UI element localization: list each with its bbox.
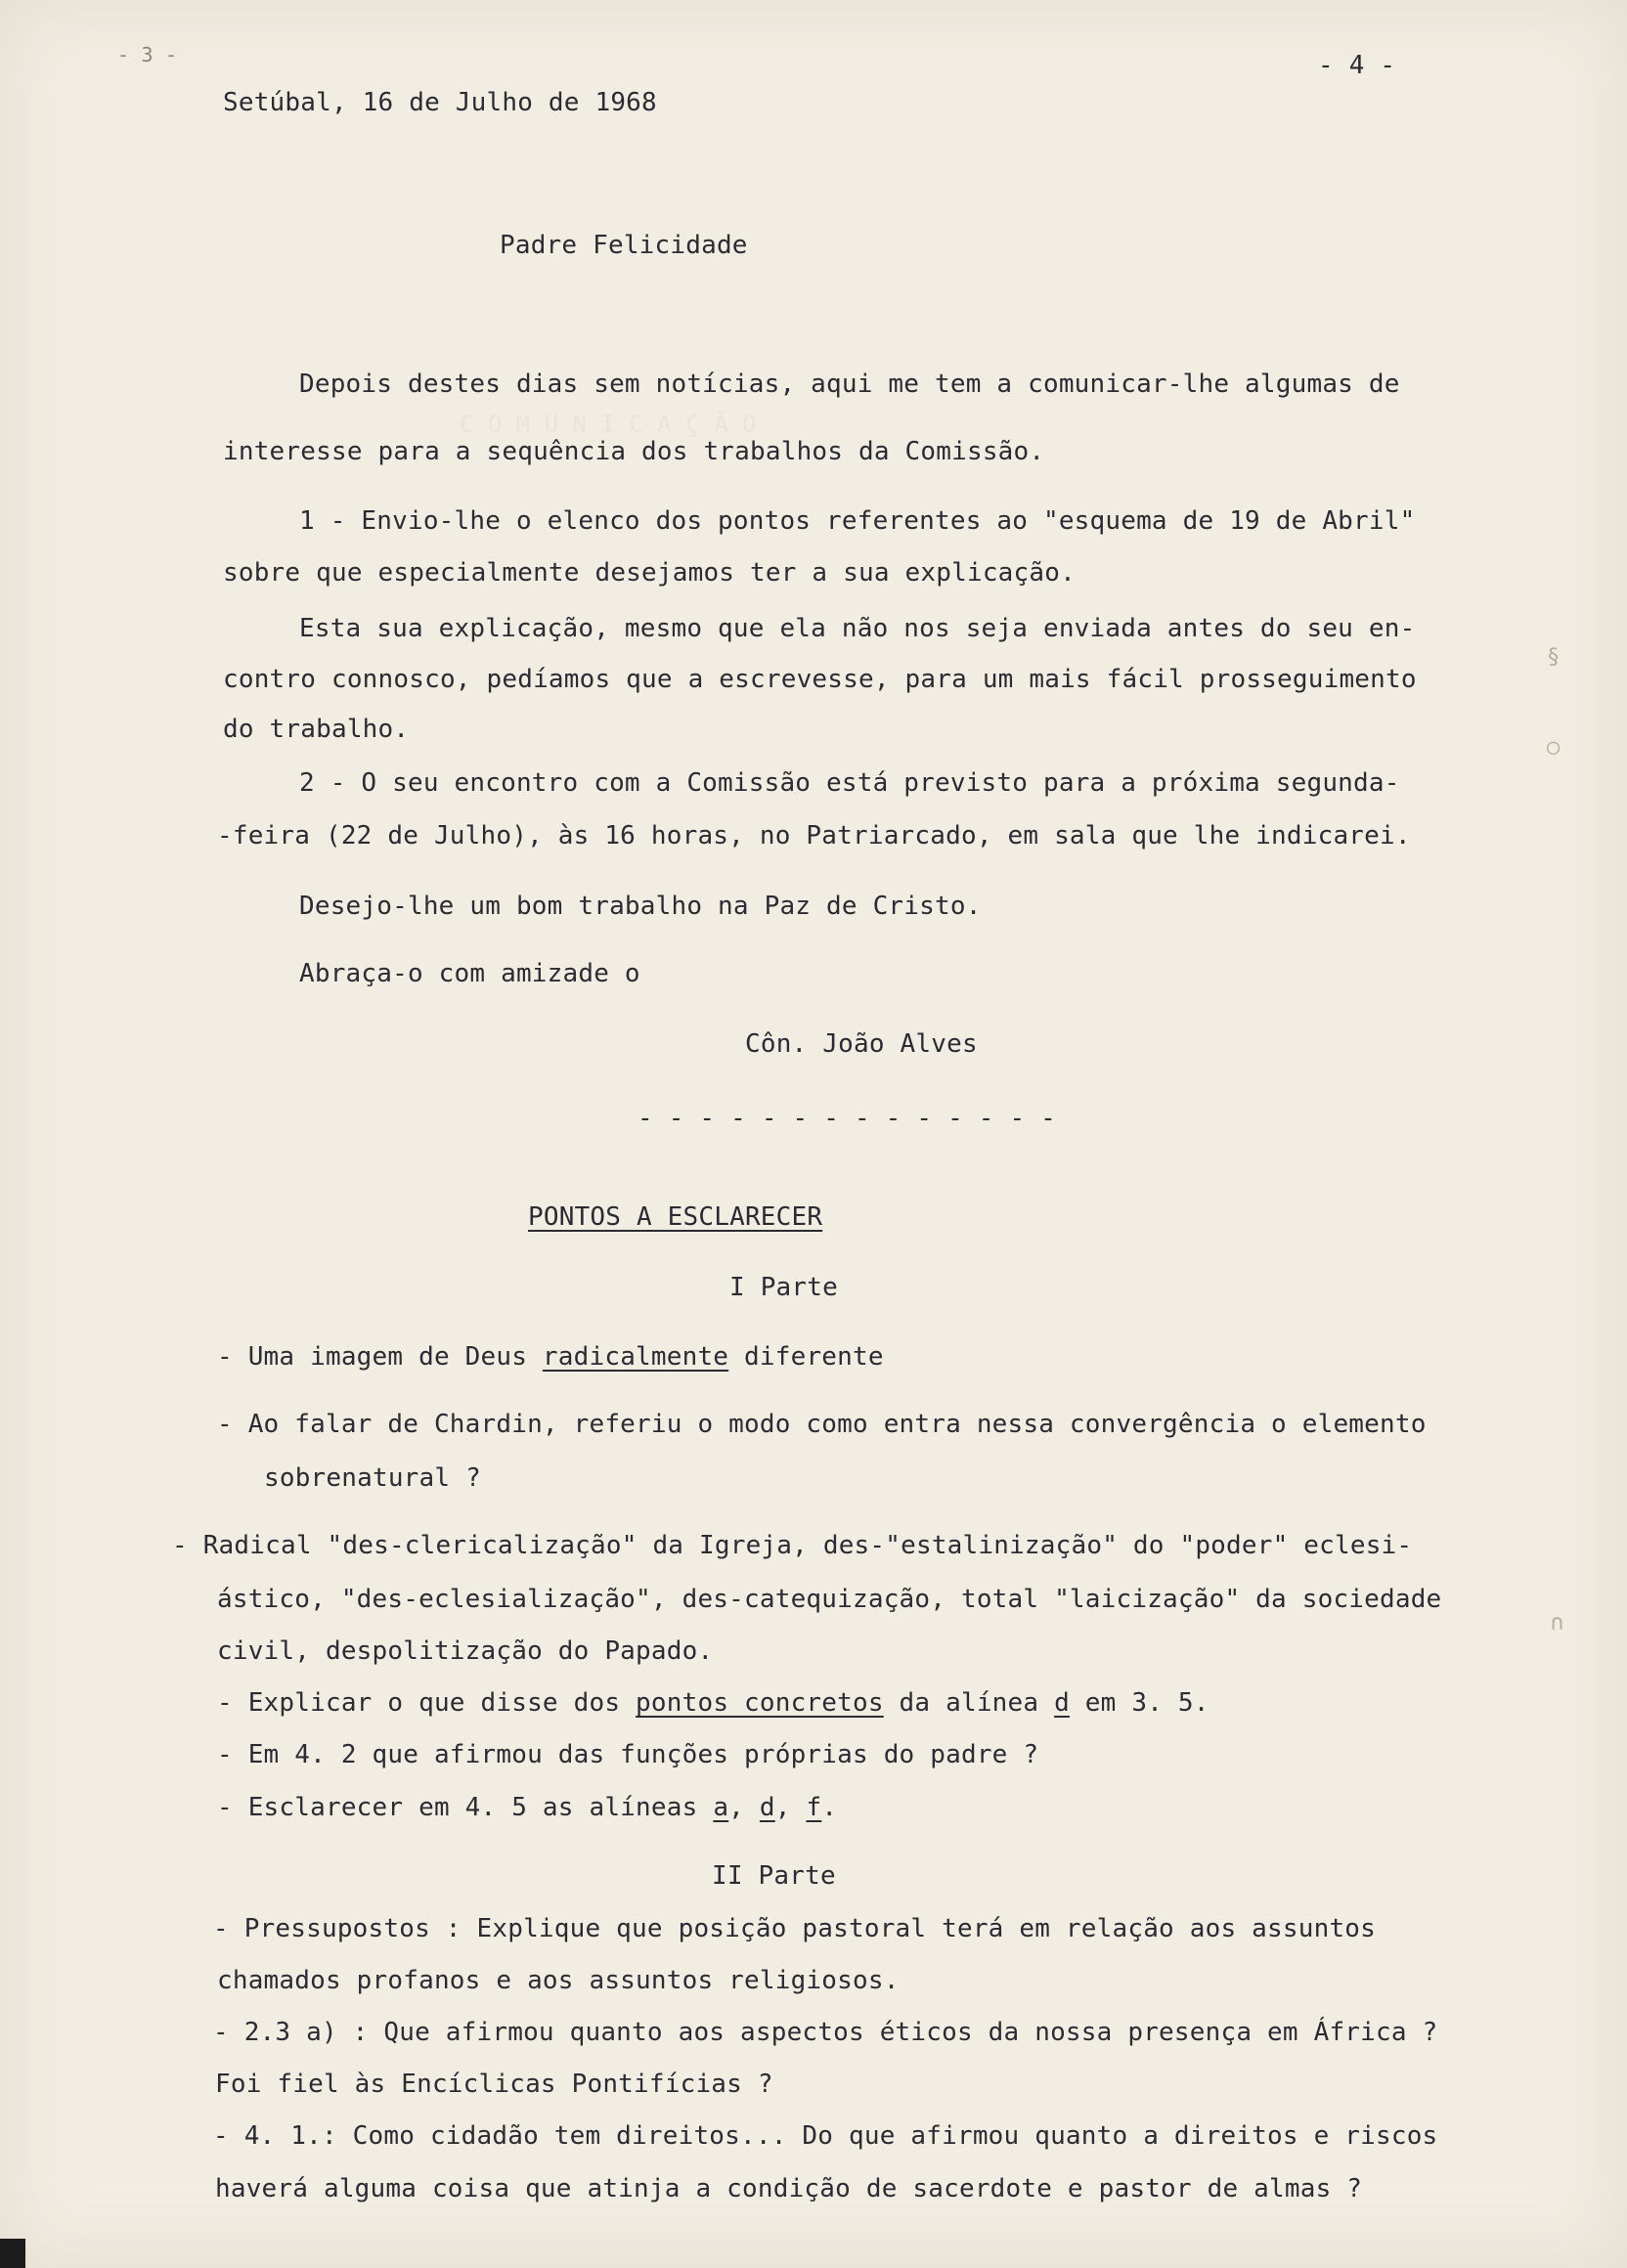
section-title: PONTOS A ESCLARECER — [528, 1202, 823, 1232]
punch-hole-mark: ○ — [1547, 735, 1561, 760]
point-item: - 4. 1.: Como cidadão tem direitos... Do que afirmou quanto a direitos e riscos — [213, 2121, 1438, 2151]
item-2-line: 2 - O seu encontro com a Comissão está previsto para a próxima segunda- — [299, 768, 1400, 798]
intro-line: interesse para a sequência dos trabalhos da Comissão. — [223, 437, 1045, 466]
item-2-line: -feira (22 de Julho), às 16 horas, no Patriarcado, em sala que lhe indicarei. — [217, 821, 1411, 850]
point-item: - 2.3 a) : Que afirmou quanto aos aspectos éticos da nossa presença em África ? — [213, 2018, 1438, 2047]
scan-corner-shadow — [0, 2239, 25, 2268]
underlined-letter: f — [806, 1793, 822, 1822]
underlined-letter: d — [759, 1793, 775, 1822]
point-item: - Esclarecer em 4. 5 as alíneas a, d, f. — [217, 1793, 838, 1822]
point-item: - Ao falar de Chardin, referiu o modo como entra nessa convergência o elemento — [217, 1410, 1427, 1439]
bleed-through-text: C O M U N I C A Ç Ã O — [460, 411, 757, 438]
point-item-continuation: sobrenatural ? — [264, 1463, 481, 1493]
point-item-continuation: Foi fiel às Encíclicas Pontifícias ? — [215, 2070, 773, 2099]
underlined-letter: a — [713, 1793, 729, 1822]
separator-line: - - - - - - - - - - - - - - — [638, 1104, 1057, 1133]
point-item — [217, 1342, 884, 1372]
punch-hole-mark: ∩ — [1551, 1611, 1564, 1636]
point-item: - Em 4. 2 que afirmou das funções próprias do padre ? — [217, 1740, 1039, 1769]
date-line: Setúbal, 16 de Julho de 1968 — [223, 88, 657, 117]
closing-line: Abraça-o com amizade o — [299, 959, 640, 988]
wish-line: Desejo-lhe um bom trabalho na Paz de Cristo. — [299, 892, 982, 921]
underlined-letter: d — [1054, 1688, 1070, 1718]
point-item-continuation: haverá alguma coisa que atinja a condição de sacerdote e pastor de almas ? — [215, 2174, 1363, 2203]
point-text: da alínea — [883, 1688, 1055, 1718]
part-2-title: II Parte — [712, 1861, 836, 1891]
point-item — [217, 1688, 1209, 1718]
point-item-continuation: civil, despolitização do Papado. — [217, 1636, 714, 1666]
point-text: - Uma imagem de Deus — [217, 1342, 543, 1372]
page-number: - 4 - — [1318, 51, 1396, 80]
punch-hole-mark: § — [1547, 645, 1561, 670]
item-1-line: sobre que especialmente desejamos ter a sua explicação. — [223, 558, 1076, 588]
intro-line: Depois destes dias sem notícias, aqui me tem a comunicar-lhe algumas de — [299, 370, 1400, 399]
point-item-continuation: chamados profanos e aos assuntos religiosos. — [217, 1966, 900, 1995]
salutation: Padre Felicidade — [500, 231, 748, 260]
point-text: em 3. 5. — [1069, 1688, 1209, 1718]
signature: Côn. João Alves — [745, 1029, 978, 1059]
point-text: - Esclarecer em 4. 5 as alíneas — [217, 1793, 714, 1822]
paragraph-line: do trabalho. — [223, 715, 410, 744]
underlined-phrase: pontos concretos — [636, 1688, 884, 1718]
paragraph-line: contro connosco, pedíamos que a escrevesse, para um mais fácil prosseguimento — [223, 665, 1417, 694]
point-text: diferente — [728, 1342, 884, 1372]
part-1-title: I Parte — [729, 1273, 838, 1302]
paragraph-line: Esta sua explicação, mesmo que ela não nos seja enviada antes do seu en- — [299, 614, 1416, 643]
point-item-continuation: ástico, "des-eclesialização", des-catequização, total "laicização" da sociedade — [217, 1585, 1442, 1614]
corner-mark: - 3 - — [117, 43, 178, 66]
point-text: - Explicar o que disse dos — [217, 1688, 637, 1718]
point-item: - Pressupostos : Explique que posição pastoral terá em relação aos assuntos — [213, 1914, 1376, 1943]
underlined-word: radicalmente — [542, 1342, 729, 1372]
point-item: - Radical "des-clericalização" da Igreja, des-"estalinização" do "poder" eclesi- — [172, 1531, 1413, 1560]
item-1-line: 1 - Envio-lhe o elenco dos pontos referentes ao "esquema de 19 de Abril" — [299, 506, 1416, 536]
